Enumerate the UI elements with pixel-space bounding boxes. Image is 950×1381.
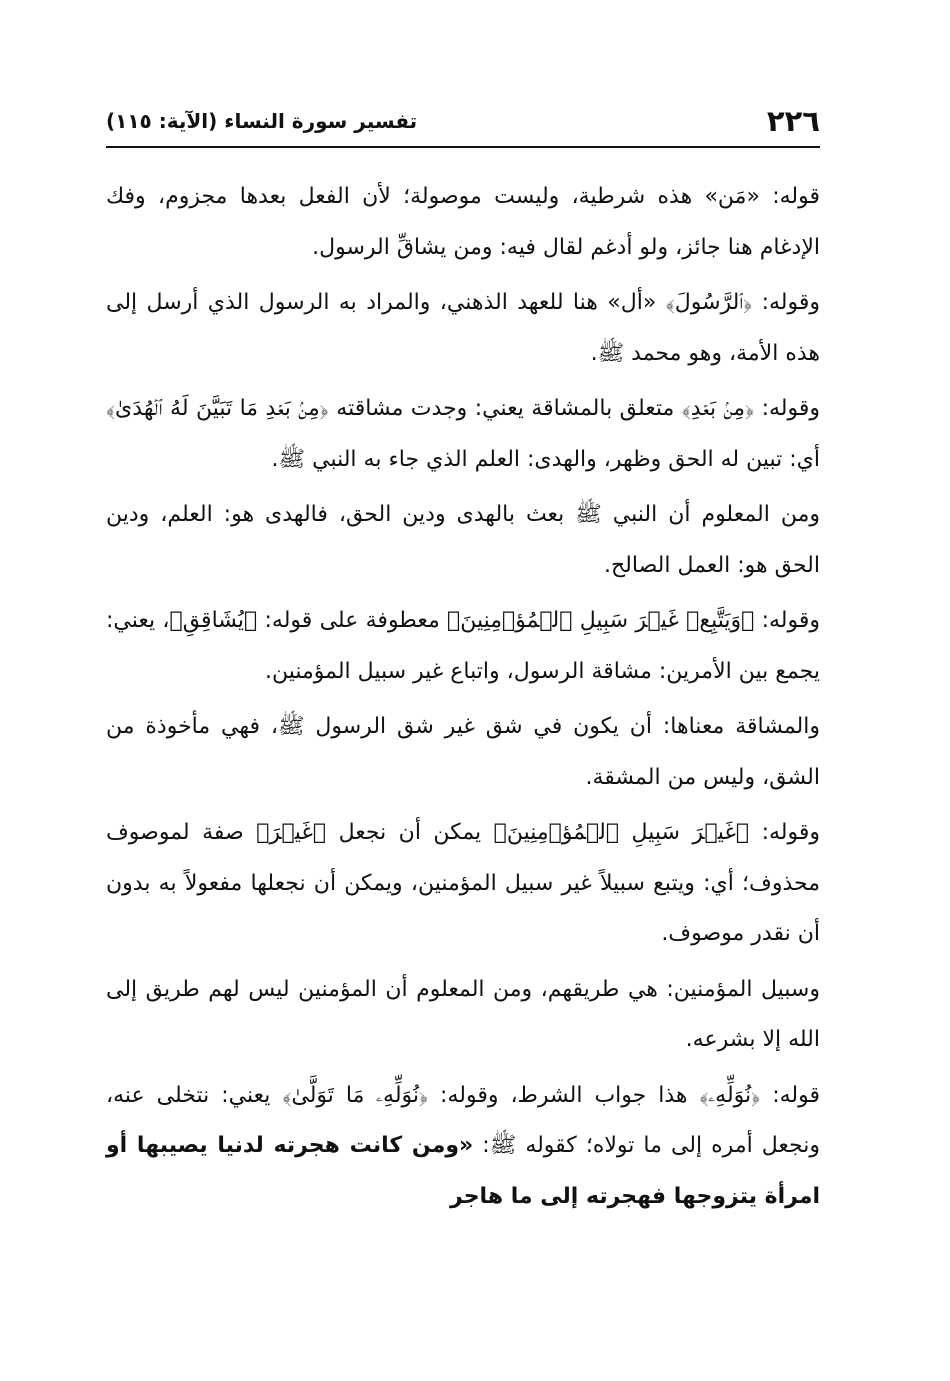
page-header	[106, 96, 820, 148]
hadith-quote: «ومن كانت هجرته لدنيا يصيبها أو امرأة يتزوجها فهجرته إلى ما هاجر	[106, 1133, 820, 1209]
paragraph: وقوله: ﴿غَيۡرَ سَبِيلِ ٱلۡمُؤۡمِنِينَ﴾ يمكن أن نجعل ﴿غَيۡرَ﴾ صفة لموصوف محذوف؛ أي: ويتبع سبيلاً غير سبيل المؤمنين، ويمكن أن نجعلها مفعولاً به بدون أن نقدر موصوف.	[106, 820, 820, 946]
page-body	[106, 172, 820, 1227]
paragraph: والمشاقة معناها: أن يكون في شق غير شق الرسول ﷺ، فهي مأخوذة من الشق، وليس من المشقة.	[106, 714, 820, 790]
paragraph-text: قوله: ﴿نُوَلِّهِۦ﴾ هذا جواب الشرط، وقوله: ﴿نُوَلِّهِۦ مَا تَوَلَّىٰ﴾ يعني: نتخلى عنه، ونجعل أمره إلى ما تولاه؛ كقوله ﷺ:	[106, 1082, 820, 1158]
paragraph: وقوله: ﴿مِنۢ بَعۡدِ﴾ متعلق بالمشاقة يعني: وجدت مشاقته ﴿مِنۢ بَعۡدِ مَا تَبَيَّنَ لَهُ ٱلۡهُدَىٰ﴾ أي: تبين له الحق وظهر، والهدى: العلم الذي جاء به النبي ﷺ.	[106, 396, 820, 472]
page-number: ٢٢٦	[766, 104, 820, 138]
paragraph: وسبيل المؤمنين: هي طريقهم، ومن المعلوم أن المؤمنين ليس لهم طريق إلى الله إلا بشرعه.	[106, 976, 820, 1052]
paragraph: قوله: «مَن» هذه شرطية، وليست موصولة؛ لأن الفعل بعدها مجزوم، وفك الإدغام هنا جائز، ولو أدغم لقال فيه: ومن يشاقِّ الرسول.	[106, 184, 820, 260]
paragraph: وقوله: ﴿ٱلرَّسُولَ﴾ «أل» هنا للعهد الذهني، والمراد به الرسول الذي أرسل إلى هذه الأمة، وهو محمد ﷺ.	[106, 290, 820, 366]
paragraph	[106, 1071, 820, 1223]
running-title: تفسير سورة النساء (الآية: ١١٥)	[106, 109, 418, 133]
paragraph: ومن المعلوم أن النبي ﷺ بعث بالهدى ودين الحق، فالهدى هو: العلم، ودين الحق هو: العمل الصالح.	[106, 502, 820, 578]
paragraph: وقوله: ﴿وَيَتَّبِعۡ غَيۡرَ سَبِيلِ ٱلۡمُؤۡمِنِينَ﴾ معطوفة على قوله: ﴿يُشَاقِقِ﴾، يعني: يجمع بين الأمرين: مشاقة الرسول، واتباع غير سبيل المؤمنين.	[106, 608, 820, 684]
